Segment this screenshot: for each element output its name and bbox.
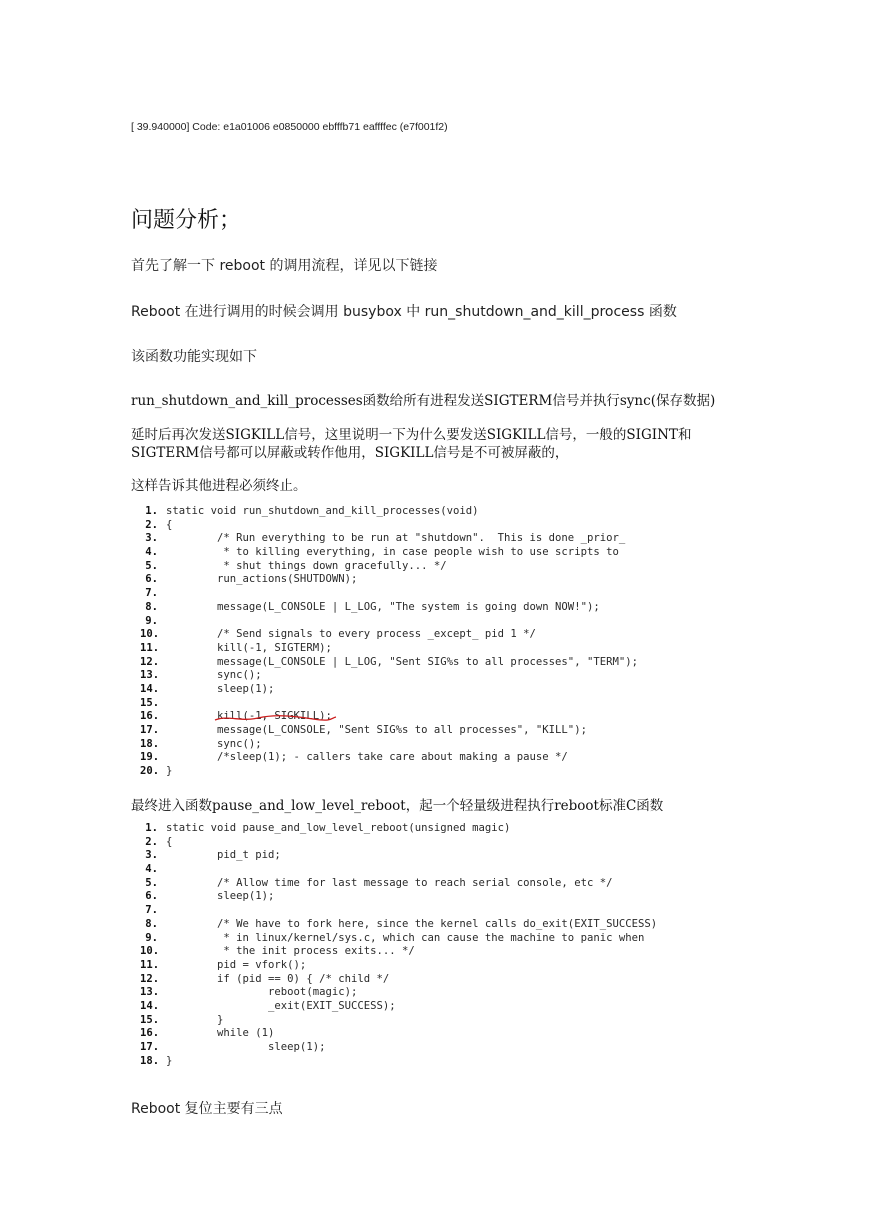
code-text: /*sleep(1); - callers take care about making a pause */	[166, 751, 568, 764]
line-number: 1.	[145, 505, 158, 517]
code-text	[158, 697, 166, 711]
code-line	[140, 890, 657, 904]
code-line	[140, 973, 657, 987]
line-number: 11.	[140, 641, 160, 654]
code-text: {	[166, 835, 173, 848]
code-text: }	[166, 765, 173, 778]
code-line	[140, 918, 657, 932]
code-text: * shut things down gracefully... */	[166, 559, 447, 572]
code-line	[140, 1000, 657, 1014]
paragraph-sigkill-line1: 延时后再次发送SIGKILL信号，这里说明一下为什么要发送SIGKILL信号，一般的SIGINT和	[131, 427, 692, 443]
paragraph-sigterm: run_shutdown_and_kill_processes函数给所有进程发送SIGTERM信号并执行sync(保存数据)	[131, 393, 716, 409]
code-line	[140, 959, 657, 973]
code-text: reboot(magic);	[166, 986, 358, 999]
line-number: 19.	[140, 751, 160, 764]
code-line	[140, 656, 638, 670]
code-line	[140, 546, 638, 560]
code-line	[140, 751, 638, 765]
code-text: }	[166, 1013, 224, 1026]
code-text: run_actions(SHUTDOWN);	[166, 573, 358, 586]
code-text: kill(-1, SIGKILL);	[166, 710, 332, 723]
code-line	[140, 724, 638, 738]
line-number: 13.	[140, 669, 160, 682]
code-text: /* We have to fork here, since the kernel calls do_exit(EXIT_SUCCESS)	[166, 917, 658, 930]
line-number: 18.	[140, 1054, 160, 1067]
code-line	[140, 642, 638, 656]
log-code-line: [ 39.940000] Code: e1a01006 e0850000 ebfffb71 eaffffec (e7f001f2)	[131, 121, 448, 133]
line-number: 5.	[145, 559, 158, 572]
line-number: 12.	[140, 972, 160, 985]
code-line	[140, 601, 638, 615]
code-line	[140, 877, 657, 891]
line-number: 1.	[145, 822, 158, 834]
line-number: 8.	[145, 917, 158, 930]
code-text	[158, 615, 166, 629]
code-text: kill(-1, SIGTERM);	[166, 641, 332, 654]
paragraph-sigkill-line2: SIGTERM信号都可以屏蔽或转作他用，SIGKILL信号是不可被屏蔽的，	[131, 445, 569, 461]
line-number: 9.	[145, 614, 158, 627]
paragraph-implementation: 该函数功能实现如下	[131, 349, 257, 365]
line-number: 9.	[145, 931, 158, 944]
code-text: }	[166, 1054, 173, 1067]
code-text: if (pid == 0) { /* child */	[166, 972, 390, 985]
code-line	[140, 532, 638, 546]
code-text: static void pause_and_low_level_reboot(unsigned magic)	[166, 822, 511, 834]
code-text: static void run_shutdown_and_kill_processes(void)	[166, 505, 479, 517]
line-number: 10.	[140, 945, 160, 958]
code-line	[140, 1014, 657, 1028]
line-number: 5.	[145, 876, 158, 889]
code-text: * in linux/kernel/sys.c, which can cause the machine to panic when	[166, 931, 645, 944]
code-line	[140, 932, 657, 946]
line-number: 11.	[140, 958, 160, 971]
code-line	[140, 519, 638, 533]
line-number: 20.	[140, 765, 160, 778]
code-line	[140, 849, 657, 863]
paragraph-reset-points: Reboot 复位主要有三点	[131, 1101, 283, 1117]
code-line	[140, 986, 657, 1000]
code-line	[140, 573, 638, 587]
paragraph-pause-reboot: 最终进入函数pause_and_low_level_reboot，起一个轻量级进程执行reboot标准C函数	[131, 798, 664, 814]
code-line	[140, 863, 657, 877]
code-line	[140, 560, 638, 574]
line-number: 3.	[145, 532, 158, 545]
code-text: _exit(EXIT_SUCCESS);	[166, 999, 396, 1012]
code-line	[140, 822, 657, 836]
line-number: 15.	[140, 1013, 160, 1026]
line-number: 12.	[140, 655, 160, 668]
line-number: 10.	[140, 628, 160, 641]
code-line	[140, 1027, 657, 1041]
code-text: /* Run everything to be run at "shutdown". This is done _prior_	[166, 532, 626, 545]
line-number: 14.	[140, 999, 160, 1012]
paragraph-reboot-flow: 首先了解一下 reboot 的调用流程，详见以下链接	[131, 258, 438, 274]
code-line	[140, 697, 638, 711]
code-text: message(L_CONSOLE, "Sent SIG%s to all processes", "KILL");	[166, 724, 587, 736]
code-text	[158, 863, 166, 877]
code-text	[158, 587, 166, 601]
code-line	[140, 1055, 657, 1069]
code-line	[140, 765, 638, 779]
line-number: 3.	[145, 849, 158, 862]
code-line	[140, 669, 638, 683]
line-number: 17.	[140, 1041, 160, 1053]
code-line	[140, 628, 638, 642]
code-block-pause-reboot	[140, 822, 657, 1068]
line-number: 2.	[145, 835, 158, 848]
code-line	[140, 587, 638, 601]
code-text: message(L_CONSOLE | L_LOG, "The system is going down NOW!");	[166, 600, 600, 613]
line-number: 6.	[145, 890, 158, 903]
line-number: 16.	[140, 710, 160, 723]
line-number: 8.	[145, 600, 158, 613]
line-number: 7.	[145, 587, 158, 600]
code-text	[158, 904, 166, 918]
code-text: * to killing everything, in case people wish to use scripts to	[166, 546, 619, 559]
code-text: sleep(1);	[166, 890, 275, 903]
section-title: 问题分析；	[131, 208, 242, 233]
line-number: 17.	[140, 724, 160, 736]
code-text: pid = vfork();	[166, 958, 307, 971]
line-number: 2.	[145, 518, 158, 531]
line-number: 4.	[145, 863, 158, 876]
code-text: {	[166, 518, 173, 531]
code-line	[140, 904, 657, 918]
code-line	[140, 1041, 657, 1055]
code-line	[140, 945, 657, 959]
paragraph-terminate: 这样告诉其他进程必须终止。	[131, 478, 307, 494]
code-line	[140, 836, 657, 850]
line-number: 15.	[140, 696, 160, 709]
line-number: 13.	[140, 986, 160, 999]
code-block-run-shutdown	[140, 505, 638, 779]
code-text: sleep(1);	[166, 682, 275, 695]
line-number: 7.	[145, 904, 158, 917]
line-number: 4.	[145, 546, 158, 559]
code-text: /* Send signals to every process _except_ pid 1 */	[166, 628, 536, 641]
line-number: 14.	[140, 682, 160, 695]
code-text: pid_t pid;	[166, 849, 281, 862]
code-line	[140, 615, 638, 629]
code-line	[140, 505, 638, 519]
code-line	[140, 710, 638, 724]
code-text: while (1)	[166, 1027, 275, 1040]
code-text: /* Allow time for last message to reach serial console, etc */	[166, 876, 613, 889]
code-text: sync();	[166, 737, 262, 750]
code-line	[140, 738, 638, 752]
paragraph-busybox-call: Reboot 在进行调用的时候会调用 busybox 中 run_shutdown_and_kill_process 函数	[131, 304, 677, 320]
code-text: sleep(1);	[166, 1041, 326, 1053]
code-text: sync();	[166, 669, 262, 682]
line-number: 18.	[140, 737, 160, 750]
code-text: message(L_CONSOLE | L_LOG, "Sent SIG%s to all processes", "TERM");	[166, 655, 638, 668]
code-text: * the init process exits... */	[166, 945, 415, 958]
line-number: 16.	[140, 1027, 160, 1040]
code-line	[140, 683, 638, 697]
line-number: 6.	[145, 573, 158, 586]
